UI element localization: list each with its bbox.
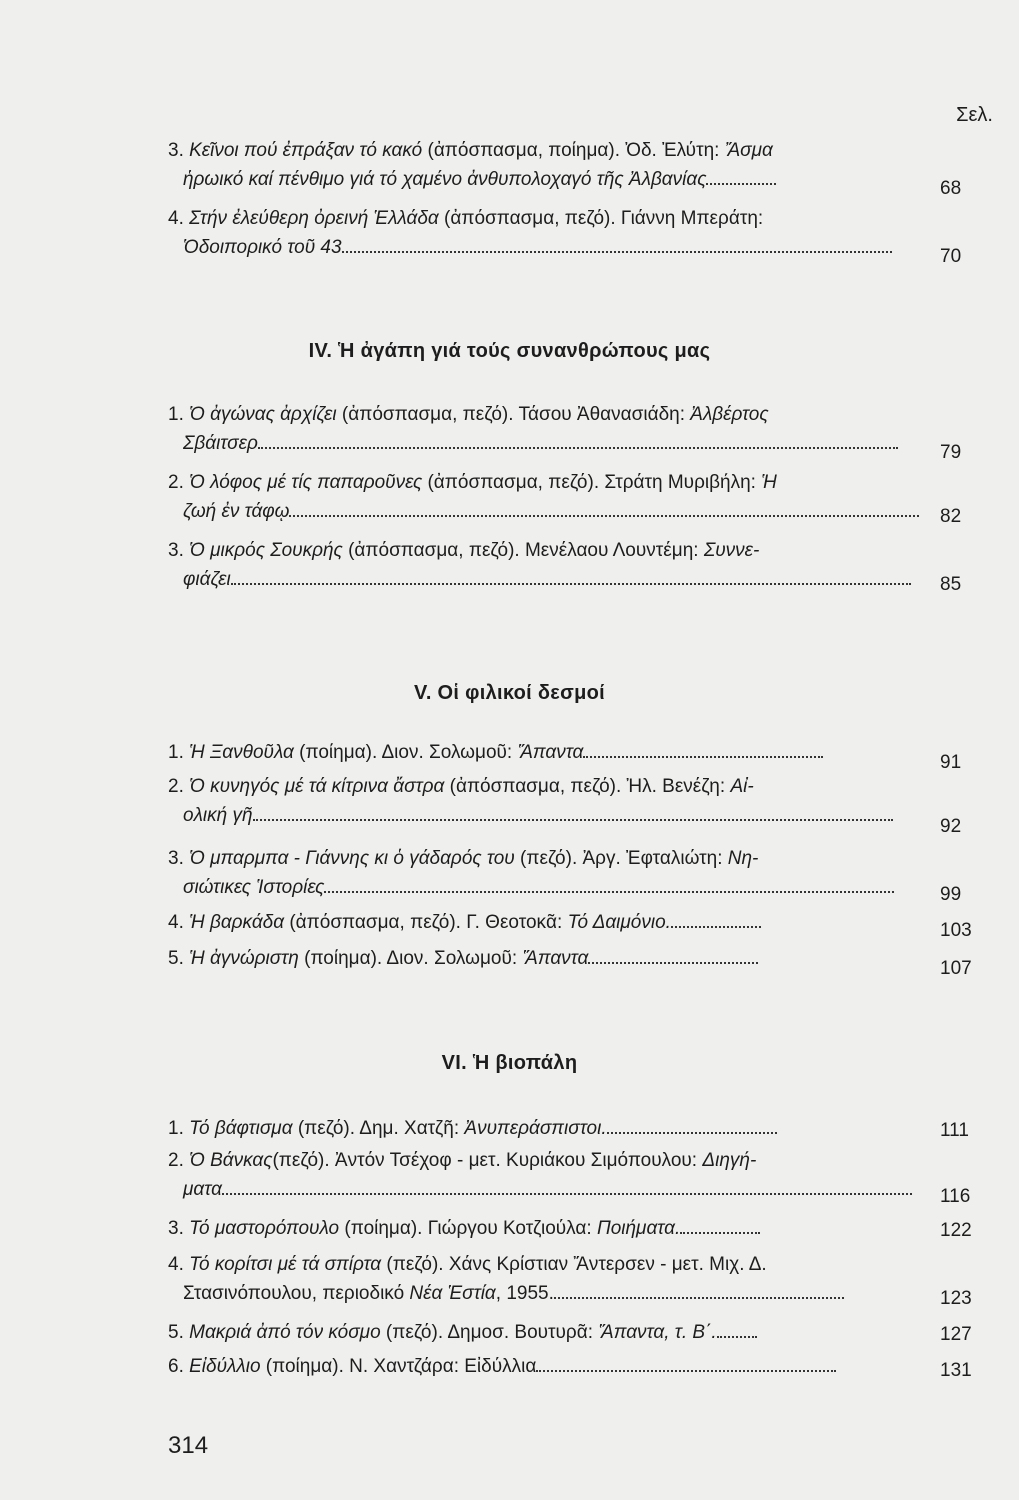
- leader-dots: [324, 891, 894, 893]
- toc-entry: [168, 400, 935, 458]
- section-heading-vi: VI. Ἡ βιοπάλη: [441, 1052, 578, 1074]
- entry-number: 1.: [168, 404, 190, 425]
- entry-source-cont: ολική γῆ: [183, 805, 253, 826]
- leader-dots: [253, 819, 893, 821]
- toc-entry: [168, 536, 935, 594]
- entry-page: 79: [940, 442, 962, 463]
- entry-title: Κεῖνοι πού ἐπράξαν τό κακό: [189, 140, 423, 161]
- toc-entry: [168, 1114, 935, 1143]
- entry-page: 103: [940, 920, 972, 941]
- entry-source-cont: σιώτικες Ἱστορίες: [183, 877, 325, 898]
- page-number: 314: [168, 1432, 209, 1459]
- entry-author: (πεζό). Χάνς Κρίστιαν Ἄντερσεν - μετ. Μιχ. Δ.: [381, 1254, 767, 1275]
- entry-source: Νη-: [727, 848, 759, 869]
- entry-title: Μακριά ἀπό τόν κόσμο: [189, 1322, 381, 1343]
- toc-entry: [168, 738, 935, 767]
- entry-number: 5.: [168, 948, 190, 969]
- entry-title: Ἡ βαρκάδα: [189, 912, 285, 933]
- entry-page: 111: [940, 1120, 969, 1141]
- entry-author: (ποίημα). Διον. Σολωμοῦ:: [298, 948, 523, 969]
- entry-source-cont: ἡρωικό καί πένθιμο γιά τό χαμένο ἀνθυπολοχαγό τῆς Ἀλβανίας: [183, 169, 707, 190]
- entry-page: 68: [940, 178, 962, 199]
- leader-dots: [342, 251, 892, 253]
- entry-source: Ἡ: [761, 472, 777, 493]
- entry-page: 107: [940, 958, 972, 979]
- entry-title: Τό βάφτισμα: [189, 1118, 293, 1139]
- section-heading-v: V. Οἱ φιλικοί δεσμοί: [414, 682, 605, 704]
- entry-source-year: , 1955.: [495, 1283, 554, 1304]
- entry-page: 70: [940, 246, 962, 267]
- entry-author: (πεζό). Ἀργ. Ἐφταλιώτη:: [514, 848, 728, 869]
- leader-dots: [671, 926, 761, 928]
- toc-entry: [168, 772, 935, 830]
- entry-number: 6.: [168, 1356, 190, 1377]
- entry-number: 3.: [168, 140, 190, 161]
- entry-source-title: Νέα Ἑστία: [409, 1283, 496, 1304]
- entry-author: (ἀπόσπασμα, πεζό). Γ. Θεοτοκᾶ:: [284, 912, 568, 933]
- leader-dots: [231, 583, 911, 585]
- entry-author: (πεζό). Δημοσ. Βουτυρᾶ:: [380, 1322, 599, 1343]
- entry-source: Ἀνυπεράσπιστοι.: [464, 1118, 607, 1139]
- entry-number: 1.: [168, 1118, 190, 1139]
- entry-author: (ἀπόσπασμα, ποίημα). Ὀδ. Ἐλύτη:: [422, 140, 725, 161]
- leader-dots: [680, 1232, 760, 1234]
- entry-page: 91: [940, 752, 962, 773]
- entry-title: Ὁ μικρός Σουκρής: [189, 540, 343, 561]
- entry-source: Τό Δαιμόνιο.: [567, 912, 671, 933]
- section-heading-iv: IV. Ἡ ἀγάπη γιά τούς συνανθρώπους μας: [308, 340, 711, 362]
- entry-number: 3.: [168, 540, 190, 561]
- entry-source: Ποιήματα.: [596, 1218, 681, 1239]
- entry-author: (ποίημα). Ν. Χαντζάρα: Εἰδύλλια: [260, 1356, 537, 1377]
- toc-entry: [168, 1250, 935, 1308]
- entry-source: Ἅπαντα: [522, 948, 589, 969]
- entry-number: 4.: [168, 208, 190, 229]
- entry-number: 3.: [168, 1218, 190, 1239]
- entry-title: Ὁ ἀγώνας ἀρχίζει: [189, 404, 337, 425]
- entry-number: 2.: [168, 776, 190, 797]
- entry-author: (πεζό). Δημ. Χατζῆ:: [292, 1118, 465, 1139]
- entry-source: Ἀλβέρτος: [690, 404, 769, 425]
- toc-entry: [168, 1214, 935, 1243]
- entry-number: 1.: [168, 742, 190, 763]
- entry-title: Ὁ Βάνκας: [189, 1150, 273, 1171]
- entry-page: 116: [940, 1186, 971, 1207]
- entry-author: (ποίημα). Διον. Σολωμοῦ:: [293, 742, 518, 763]
- entry-source-cont: ματα: [183, 1179, 222, 1200]
- entry-author: (ἀπόσπασμα, πεζό). Τάσου Ἀθανασιάδη:: [336, 404, 691, 425]
- entry-number: 2.: [168, 1150, 190, 1171]
- toc-entry: [168, 844, 935, 902]
- entry-source: Ἅπαντα: [517, 742, 584, 763]
- leader-dots: [607, 1132, 777, 1134]
- entry-source: Ὁδοιπορικό τοῦ 43: [183, 237, 342, 258]
- entry-title: Ὁ λόφος μέ τίς παπαροῦνες: [189, 472, 423, 493]
- entry-page: 92: [940, 816, 962, 837]
- entry-page: 99: [940, 884, 962, 905]
- entry-page: 131: [940, 1360, 972, 1381]
- entry-title: Ὁ μπαρμπα - Γιάννης κι ὁ γάδαρός του: [189, 848, 515, 869]
- entry-source-cont: Σβάιτσερ: [183, 433, 258, 454]
- leader-dots: [583, 756, 823, 758]
- entry-number: 4.: [168, 1254, 190, 1275]
- entry-title: Τό κορίτσι μέ τά σπίρτα: [189, 1254, 382, 1275]
- entry-author: (ἀπόσπασμα, πεζό). Ἠλ. Βενέζη:: [444, 776, 731, 797]
- entry-source: Αἰ-: [730, 776, 754, 797]
- entry-source: Στασινόπουλου, περιοδικό: [183, 1283, 410, 1304]
- entry-title: Ὁ κυνηγός μέ τά κίτρινα ἄστρα: [189, 776, 445, 797]
- leader-dots: [536, 1370, 836, 1372]
- entry-title: Στήν ἐλεύθερη ὀρεινή Ἑλλάδα: [189, 208, 439, 229]
- toc-entry: [168, 1318, 935, 1347]
- toc-entry: [168, 944, 935, 973]
- toc-entry: [168, 1146, 935, 1204]
- leader-dots: [717, 1336, 757, 1338]
- entry-source-cont: φιάζει: [183, 569, 231, 590]
- entry-source: Ἄσμα: [724, 140, 773, 161]
- toc-entry: [168, 468, 935, 526]
- toc-entry: [168, 204, 935, 262]
- entry-source: Διηγή-: [702, 1150, 757, 1171]
- entry-page: 122: [940, 1220, 972, 1241]
- entry-page: 82: [940, 506, 962, 527]
- leader-dots: [289, 515, 919, 517]
- leader-dots: [588, 962, 758, 964]
- entry-title: Τό μαστορόπουλο: [189, 1218, 340, 1239]
- entry-page: 127: [940, 1324, 972, 1345]
- entry-source: Συννε-: [703, 540, 760, 561]
- leader-dots: [222, 1193, 912, 1195]
- entry-author: (ἀπόσπασμα, πεζό). Μενέλαου Λουντέμη:: [342, 540, 704, 561]
- entry-number: 3.: [168, 848, 190, 869]
- leader-dots: [706, 183, 776, 185]
- toc-entry: [168, 136, 935, 194]
- entry-title: Εἰδύλλιο: [189, 1356, 261, 1377]
- toc-entry: [168, 1352, 935, 1381]
- entry-number: 4.: [168, 912, 190, 933]
- leader-dots: [258, 447, 898, 449]
- entry-author: (ἀπόσπασμα, πεζό). Στράτη Μυριβήλη:: [422, 472, 762, 493]
- entry-source: Ἅπαντα, τ. Β΄.: [598, 1322, 717, 1343]
- entry-page: 123: [940, 1288, 972, 1309]
- entry-author: (ἀπόσπασμα, πεζό). Γιάννη Μπεράτη:: [438, 208, 764, 229]
- leader-dots: [554, 1297, 844, 1299]
- entry-page: 85: [940, 574, 962, 595]
- page-column-label: Σελ.: [956, 104, 993, 126]
- entry-author: (πεζό). Ἀντόν Τσέχοφ - μετ. Κυριάκου Σιμόπουλου:: [272, 1150, 703, 1171]
- entry-author: (ποίημα). Γιώργου Κοτζιούλα:: [339, 1218, 597, 1239]
- entry-title: Ἡ Ξανθοῦλα: [189, 742, 294, 763]
- entry-number: 5.: [168, 1322, 190, 1343]
- entry-source-cont: ζωή ἐν τάφῳ: [183, 501, 290, 522]
- entry-title: Ἡ ἀγνώριστη: [189, 948, 299, 969]
- entry-number: 2.: [168, 472, 190, 493]
- toc-entry: [168, 908, 935, 937]
